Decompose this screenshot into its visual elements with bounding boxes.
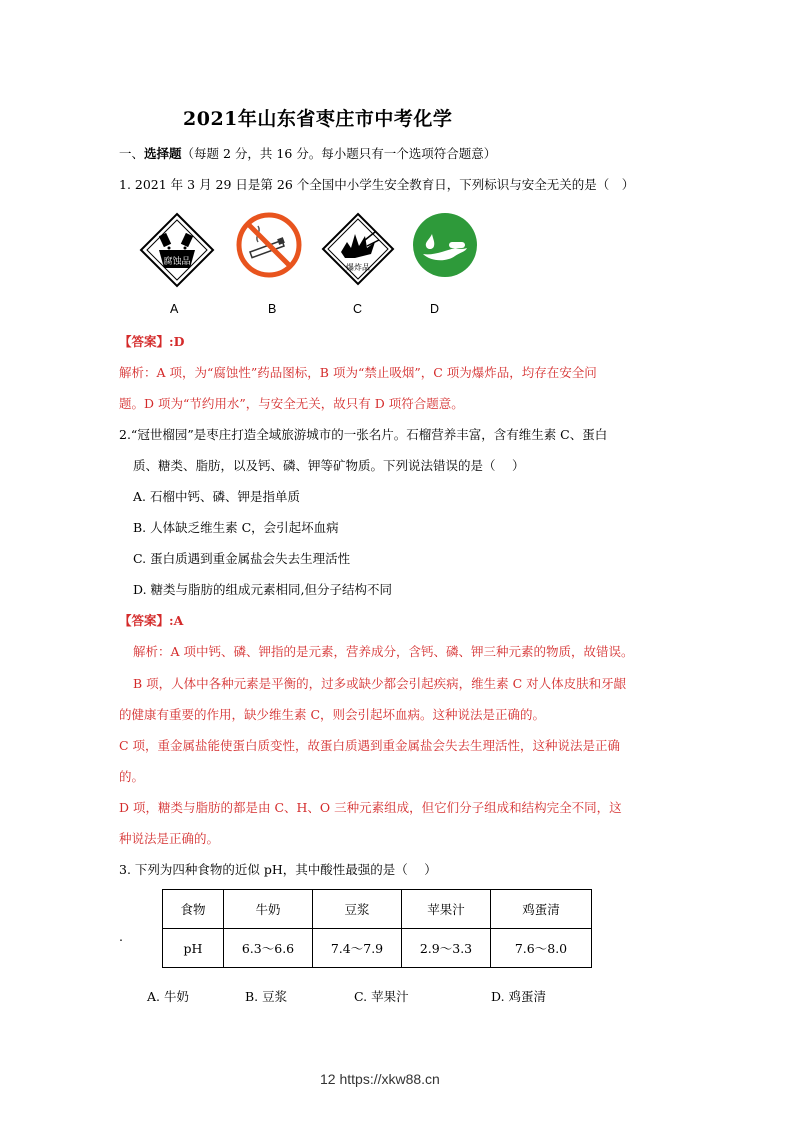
q2-option-c: C. 蛋白质遇到重金属盐会失去生理活性 [133,551,351,566]
q1-answer: 【答案】:D [119,334,185,349]
explosive-caption: 爆炸品 [346,263,370,272]
section-prefix: 一、 [119,146,145,161]
table-cell: 6.3～6.6 [224,929,313,968]
q2-analysis-line: 解析：A 项中钙、磷、钾指的是元素，营养成分，含钙、磷、钾三种元素的物质，故错误。 [133,644,634,659]
option-label-b: B [268,302,277,316]
table-cell: pH [163,929,224,968]
table-header-cell: 苹果汁 [402,890,491,929]
q2-stem-line: 2.“冠世榴园”是枣庄打造全域旅游城市的一张名片。石榴营养丰富，含有维生素 C、蛋白 [119,427,608,442]
no-smoking-sign-icon [236,212,302,278]
table-cell: 2.9～3.3 [402,929,491,968]
water-saving-sign-icon [411,212,479,278]
section-header [119,144,496,164]
page-title: 2021年山东省枣庄市中考化学 [183,108,453,130]
q2-option-a: A. 石榴中钙、磷、钾是指单质 [133,489,300,504]
table-header-cell: 食物 [163,890,224,929]
page-footer: 12 https://xkw88.cn [320,1071,440,1087]
q3-option-d: D. 鸡蛋清 [491,989,547,1004]
table-header-row [163,890,592,929]
q1-stem: 1. 2021 年 3 月 29 日是第 26 个全国中小学生安全教育日，下列标识与安全无关的是（ ） [119,177,635,192]
corrosive-sign-icon [139,212,215,288]
q3-option-b: B. 豆浆 [245,989,288,1004]
table-row [163,929,592,968]
q2-analysis-line: B 项，人体中各种元素是平衡的，过多或缺少都会引起疾病，维生素 C 对人体皮肤和牙龈 [133,676,627,691]
q2-option-d: D. 糖类与脂肪的组成元素相同,但分子结构不同 [133,582,392,597]
q2-answer: 【答案】:A [119,613,184,628]
q2-stem-line: 质、糖类、脂肪，以及钙、磷、钾等矿物质。下列说法错误的是（ ） [133,458,525,473]
table-cell: 7.4～7.9 [313,929,402,968]
q2-analysis-line: 的健康有重要的作用，缺少维生素 C，则会引起坏血病。这种说法是正确的。 [119,707,546,722]
option-label-a: A [170,302,179,316]
section-note: （每题 2 分，共 16 分。每小题只有一个选项符合题意） [181,146,497,161]
option-label-c: C [353,302,363,316]
q2-analysis-line: D 项，糖类与脂肪的都是由 C、H、O 三种元素组成，但它们分子组成和结构完全不同，这 [119,800,622,815]
q2-analysis-line: C 项，重金属盐能使蛋白质变性，故蛋白质遇到重金属盐会失去生理活性，这种说法是正确 [119,738,621,753]
q3-dot: . [119,929,123,944]
q3-option-a: A. 牛奶 [147,989,189,1004]
q2-option-b: B. 人体缺乏维生素 C，会引起坏血病 [133,520,339,535]
table-cell: 7.6～8.0 [491,929,592,968]
q1-analysis-line: 题。D 项为“节约用水”，与安全无关，故只有 D 项符合题意。 [119,396,464,411]
section-heading: 选择题 [144,146,182,161]
corrosive-caption: 腐蚀品 [163,257,191,267]
option-label-d: D [430,302,440,316]
explosive-sign-icon [321,212,395,286]
q3-option-c: C. 苹果汁 [354,989,409,1004]
q2-analysis-line: 的。 [119,769,145,784]
q3-stem: 3. 下列为四种食物的近似 pH，其中酸性最强的是（ ） [119,862,437,877]
q2-analysis-line: 种说法是正确的。 [119,831,220,846]
table-header-cell: 牛奶 [224,890,313,929]
table-header-cell: 鸡蛋清 [491,890,592,929]
q1-analysis-line: 解析：A 项，为“腐蚀性”药品图标，B 项为“禁止吸烟”，C 项为爆炸品，均存在安全问 [119,365,597,380]
table-header-cell: 豆浆 [313,890,402,929]
ph-table [162,889,592,968]
